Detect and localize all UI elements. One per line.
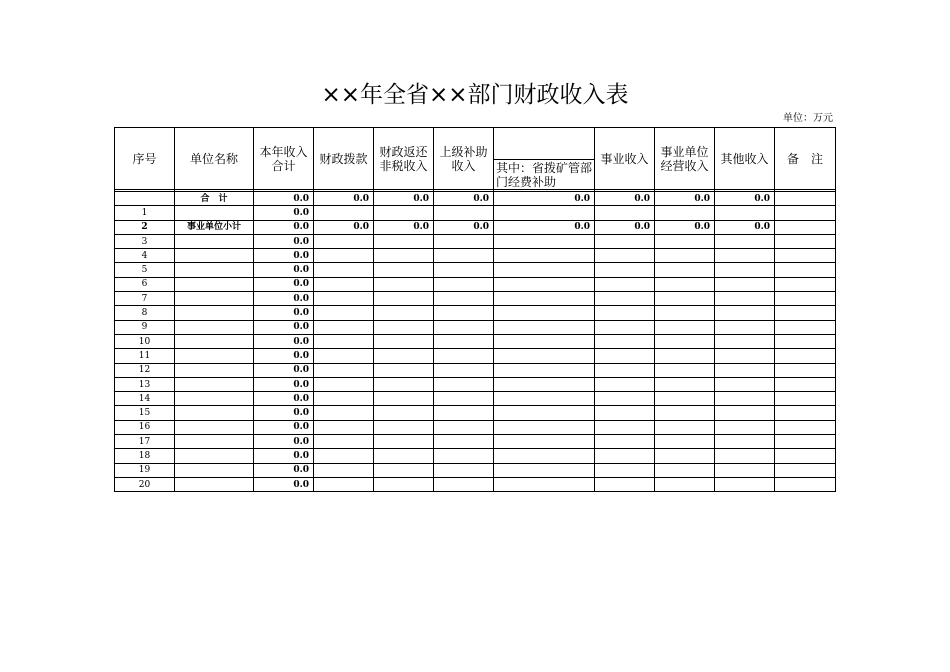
- row-value: [595, 277, 655, 291]
- row-value: [434, 392, 494, 406]
- row-value: 0.0: [595, 192, 655, 206]
- row-unit-name: [175, 477, 254, 491]
- row-value: [374, 477, 434, 491]
- row-remark: [775, 277, 836, 291]
- row-value: [374, 420, 434, 434]
- row-value: [434, 420, 494, 434]
- row-value: [314, 334, 374, 348]
- row-value: [655, 234, 715, 248]
- row-remark: [775, 392, 836, 406]
- row-value: [494, 463, 595, 477]
- row-value: [494, 420, 595, 434]
- row-value: [595, 263, 655, 277]
- row-value: [715, 435, 775, 449]
- row-remark: [775, 377, 836, 391]
- row-seq: 14: [115, 392, 175, 406]
- row-seq: 5: [115, 263, 175, 277]
- row-value: [655, 392, 715, 406]
- row-unit-name: [175, 234, 254, 248]
- table-row: [115, 435, 836, 449]
- row-unit-name: [175, 406, 254, 420]
- row-value: 0.0: [254, 320, 314, 334]
- row-value: [374, 263, 434, 277]
- row-unit-name: [175, 206, 254, 220]
- row-value: [595, 249, 655, 263]
- row-unit-name: [175, 306, 254, 320]
- table-row: [115, 234, 836, 248]
- header-business: 事业收入: [595, 128, 655, 190]
- row-value: [314, 392, 374, 406]
- row-value: 0.0: [254, 277, 314, 291]
- row-value: [595, 377, 655, 391]
- row-value: [434, 234, 494, 248]
- row-remark: [775, 192, 836, 206]
- row-value: [434, 292, 494, 306]
- row-value: [494, 363, 595, 377]
- row-value: [374, 392, 434, 406]
- row-value: [314, 263, 374, 277]
- row-value: 0.0: [715, 192, 775, 206]
- row-unit-name: [175, 392, 254, 406]
- header-seq: 序号: [115, 128, 175, 190]
- row-value: 0.0: [374, 220, 434, 234]
- table-row: [115, 377, 836, 391]
- row-value: 0.0: [314, 220, 374, 234]
- row-value: [314, 420, 374, 434]
- row-value: [314, 292, 374, 306]
- row-value: 0.0: [434, 220, 494, 234]
- row-value: [494, 234, 595, 248]
- row-value: [595, 206, 655, 220]
- row-value: [374, 435, 434, 449]
- row-value: [314, 234, 374, 248]
- row-value: [595, 406, 655, 420]
- row-unit-name: [175, 363, 254, 377]
- row-value: 0.0: [434, 192, 494, 206]
- revenue-table: [114, 127, 836, 492]
- row-value: [595, 392, 655, 406]
- row-value: [374, 406, 434, 420]
- row-value: 0.0: [254, 234, 314, 248]
- row-seq: 20: [115, 477, 175, 491]
- page-title: ××年全省××部门财政收入表: [321, 82, 629, 108]
- row-value: [434, 435, 494, 449]
- row-unit-name: [175, 435, 254, 449]
- row-value: [715, 249, 775, 263]
- header-other: 其他收入: [715, 128, 775, 190]
- row-value: 0.0: [494, 220, 595, 234]
- row-value: [494, 392, 595, 406]
- row-seq: 6: [115, 277, 175, 291]
- row-value: [655, 363, 715, 377]
- row-unit-name: 事业单位小计: [175, 220, 254, 234]
- row-value: [595, 320, 655, 334]
- row-value: [715, 449, 775, 463]
- row-value: [655, 463, 715, 477]
- row-seq: 10: [115, 334, 175, 348]
- table-row: [115, 277, 836, 291]
- row-seq: [115, 192, 175, 206]
- row-seq: 9: [115, 320, 175, 334]
- row-value: 0.0: [655, 220, 715, 234]
- row-value: [715, 263, 775, 277]
- row-value: [494, 435, 595, 449]
- row-value: [434, 463, 494, 477]
- table-row: [115, 406, 836, 420]
- row-value: [374, 234, 434, 248]
- row-value: [715, 349, 775, 363]
- row-remark: [775, 363, 836, 377]
- row-value: [314, 277, 374, 291]
- table-row: [115, 192, 836, 206]
- table-row: [115, 349, 836, 363]
- row-value: [494, 306, 595, 320]
- row-value: [314, 206, 374, 220]
- row-value: [655, 306, 715, 320]
- row-value: [434, 406, 494, 420]
- row-value: [655, 377, 715, 391]
- row-value: [374, 377, 434, 391]
- row-value: [374, 320, 434, 334]
- row-seq: 8: [115, 306, 175, 320]
- row-value: 0.0: [254, 349, 314, 363]
- row-value: [434, 249, 494, 263]
- row-value: [374, 334, 434, 348]
- table-row: [115, 477, 836, 491]
- row-remark: [775, 206, 836, 220]
- table-row: [115, 306, 836, 320]
- row-value: [494, 477, 595, 491]
- row-remark: [775, 306, 836, 320]
- row-seq: 16: [115, 420, 175, 434]
- row-remark: [775, 463, 836, 477]
- table-row: [115, 320, 836, 334]
- row-value: [655, 277, 715, 291]
- row-value: [655, 320, 715, 334]
- row-remark: [775, 292, 836, 306]
- row-value: 0.0: [715, 220, 775, 234]
- row-value: [595, 349, 655, 363]
- row-value: [595, 306, 655, 320]
- row-value: 0.0: [254, 249, 314, 263]
- row-seq: 1: [115, 206, 175, 220]
- table-row: [115, 220, 836, 234]
- row-value: 0.0: [254, 406, 314, 420]
- row-value: [314, 435, 374, 449]
- row-value: [655, 249, 715, 263]
- row-value: [374, 277, 434, 291]
- table-row: [115, 249, 836, 263]
- row-unit-name: [175, 263, 254, 277]
- row-value: [434, 477, 494, 491]
- row-value: 0.0: [494, 192, 595, 206]
- row-value: [494, 277, 595, 291]
- row-value: [655, 449, 715, 463]
- row-value: [655, 477, 715, 491]
- row-value: [314, 377, 374, 391]
- row-seq: 13: [115, 377, 175, 391]
- row-value: [655, 334, 715, 348]
- row-value: [715, 363, 775, 377]
- table-row: [115, 334, 836, 348]
- table-row: [115, 292, 836, 306]
- row-value: [314, 477, 374, 491]
- row-value: [434, 363, 494, 377]
- row-value: [314, 306, 374, 320]
- row-unit-name: [175, 320, 254, 334]
- row-unit-name: [175, 334, 254, 348]
- table-row: [115, 463, 836, 477]
- row-value: 0.0: [374, 192, 434, 206]
- row-value: 0.0: [254, 292, 314, 306]
- row-value: [314, 249, 374, 263]
- row-value: 0.0: [254, 477, 314, 491]
- row-value: 0.0: [254, 220, 314, 234]
- row-remark: [775, 234, 836, 248]
- row-seq: 4: [115, 249, 175, 263]
- row-value: [494, 292, 595, 306]
- row-value: [494, 377, 595, 391]
- row-unit-name: [175, 292, 254, 306]
- row-value: [494, 320, 595, 334]
- row-unit-name: [175, 349, 254, 363]
- header-unit-name: 单位名称: [175, 128, 254, 190]
- row-value: [715, 406, 775, 420]
- row-value: [715, 477, 775, 491]
- row-value: [374, 449, 434, 463]
- row-value: [494, 206, 595, 220]
- row-value: [715, 392, 775, 406]
- row-value: [655, 406, 715, 420]
- row-value: [314, 449, 374, 463]
- row-value: [595, 420, 655, 434]
- row-value: [494, 334, 595, 348]
- table-row: [115, 206, 836, 220]
- row-value: [595, 363, 655, 377]
- row-value: [314, 349, 374, 363]
- row-value: [374, 463, 434, 477]
- header-rebate: 财政返还非税收入: [374, 128, 434, 190]
- row-value: [374, 206, 434, 220]
- row-value: [715, 377, 775, 391]
- table-row: [115, 420, 836, 434]
- row-value: 0.0: [314, 192, 374, 206]
- row-value: [494, 406, 595, 420]
- header-subsidy-spacer: [494, 128, 595, 160]
- row-value: [314, 363, 374, 377]
- header-subsidy-sub: 其中：省拨矿管部门经费补助: [494, 160, 595, 190]
- row-value: 0.0: [254, 377, 314, 391]
- row-value: [655, 435, 715, 449]
- row-seq: 7: [115, 292, 175, 306]
- row-unit-name: [175, 377, 254, 391]
- row-value: [434, 349, 494, 363]
- row-value: [715, 234, 775, 248]
- row-seq: 17: [115, 435, 175, 449]
- row-unit-name: [175, 249, 254, 263]
- row-value: [595, 234, 655, 248]
- row-value: 0.0: [254, 192, 314, 206]
- row-seq: 18: [115, 449, 175, 463]
- row-value: [494, 449, 595, 463]
- row-value: [595, 449, 655, 463]
- row-value: [715, 277, 775, 291]
- header-operating: 事业单位经营收入: [655, 128, 715, 190]
- row-unit-name: 合 计: [175, 192, 254, 206]
- header-remark: 备 注: [775, 128, 836, 190]
- row-remark: [775, 263, 836, 277]
- row-value: 0.0: [254, 420, 314, 434]
- row-value: [655, 349, 715, 363]
- row-value: [655, 292, 715, 306]
- row-value: [655, 420, 715, 434]
- row-seq: 11: [115, 349, 175, 363]
- row-seq: 3: [115, 234, 175, 248]
- table-row: [115, 449, 836, 463]
- table-row: [115, 263, 836, 277]
- row-value: [715, 334, 775, 348]
- row-value: [494, 263, 595, 277]
- row-value: [314, 463, 374, 477]
- row-remark: [775, 449, 836, 463]
- row-value: [715, 320, 775, 334]
- row-value: [494, 249, 595, 263]
- row-value: 0.0: [254, 463, 314, 477]
- row-seq: 19: [115, 463, 175, 477]
- row-seq: 15: [115, 406, 175, 420]
- row-value: [434, 320, 494, 334]
- row-seq: 12: [115, 363, 175, 377]
- table-row: [115, 392, 836, 406]
- row-remark: [775, 320, 836, 334]
- row-unit-name: [175, 449, 254, 463]
- row-value: [655, 206, 715, 220]
- row-value: [494, 349, 595, 363]
- row-value: [715, 306, 775, 320]
- row-value: [434, 449, 494, 463]
- row-value: [595, 435, 655, 449]
- row-value: 0.0: [655, 192, 715, 206]
- row-value: [715, 463, 775, 477]
- row-value: 0.0: [254, 363, 314, 377]
- row-value: 0.0: [254, 306, 314, 320]
- row-value: [434, 277, 494, 291]
- row-value: [595, 477, 655, 491]
- row-value: [434, 263, 494, 277]
- row-remark: [775, 420, 836, 434]
- row-value: [374, 249, 434, 263]
- row-value: [655, 263, 715, 277]
- row-value: [374, 306, 434, 320]
- row-value: [314, 406, 374, 420]
- row-remark: [775, 349, 836, 363]
- header-fiscal: 财政拨款: [314, 128, 374, 190]
- row-value: 0.0: [254, 449, 314, 463]
- row-remark: [775, 249, 836, 263]
- header-total: 本年收入合计: [254, 128, 314, 190]
- row-value: [434, 206, 494, 220]
- row-value: [595, 292, 655, 306]
- row-unit-name: [175, 277, 254, 291]
- row-value: [715, 420, 775, 434]
- row-value: [374, 349, 434, 363]
- row-value: [434, 306, 494, 320]
- row-value: 0.0: [595, 220, 655, 234]
- row-value: [374, 292, 434, 306]
- header-subsidy: 上级补助收入: [434, 128, 494, 190]
- row-value: [434, 377, 494, 391]
- row-seq: 2: [115, 220, 175, 234]
- table-row: [115, 363, 836, 377]
- row-unit-name: [175, 463, 254, 477]
- row-value: [715, 292, 775, 306]
- row-value: 0.0: [254, 263, 314, 277]
- row-remark: [775, 220, 836, 234]
- row-remark: [775, 406, 836, 420]
- row-value: [374, 363, 434, 377]
- row-remark: [775, 435, 836, 449]
- row-remark: [775, 334, 836, 348]
- unit-label: 单位：万元: [783, 113, 833, 124]
- row-value: 0.0: [254, 334, 314, 348]
- row-unit-name: [175, 420, 254, 434]
- row-remark: [775, 477, 836, 491]
- row-value: 0.0: [254, 392, 314, 406]
- row-value: [595, 334, 655, 348]
- row-value: [434, 334, 494, 348]
- row-value: 0.0: [254, 206, 314, 220]
- row-value: [314, 320, 374, 334]
- row-value: [715, 206, 775, 220]
- row-value: [595, 463, 655, 477]
- row-value: 0.0: [254, 435, 314, 449]
